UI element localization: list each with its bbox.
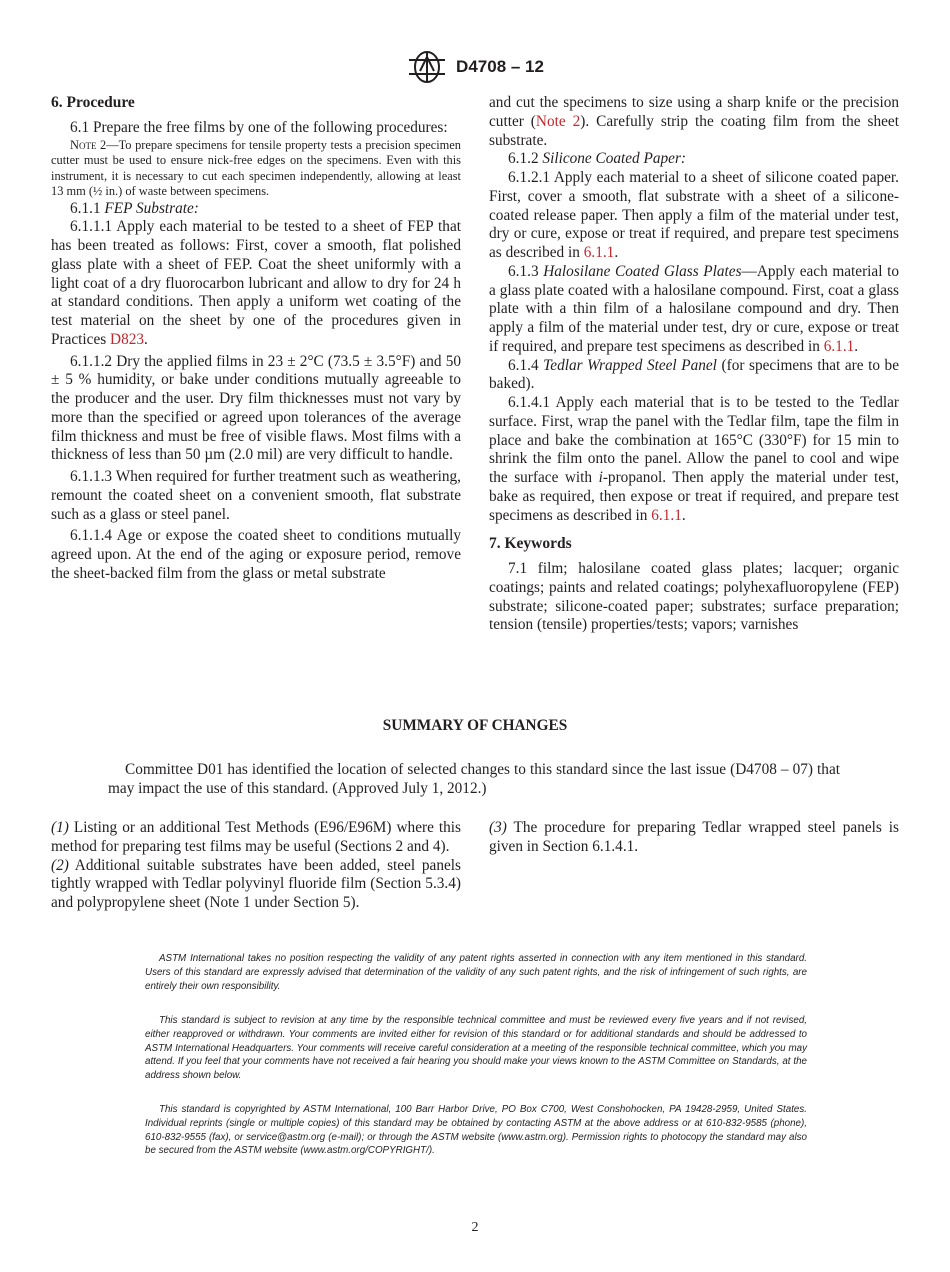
change-item [51, 857, 461, 913]
clause-number: 6.1.1 [70, 199, 101, 217]
paragraph-6-1-1 [51, 200, 461, 219]
italic-prefix: i [598, 469, 603, 486]
clause-number: 6.1.4 [508, 356, 539, 374]
changes-right-column [489, 819, 899, 857]
paragraph-text: —Apply each material to a glass plate coated with a halosilane compound. First, coat a glass plate with a thin film of a halosilane compound and dry. Then apply a film of the material under test, dry or cure, expose or treat if required, and prepare test specimens as described in [489, 262, 899, 355]
paragraph-7-1: 7.1 film; halosilane coated glass plates; lacquer; organic coatings; paints and related coatings; polyhexafluoropylene (FEP) substrate; silicone-coated paper; substrates; surface preparation; tension (tensile) properties/tests; vapors; varnishes [489, 560, 899, 634]
page-number: 2 [471, 1220, 479, 1235]
patent-disclaimer: ASTM International takes no position respecting the validity of any patent rights asserted in connection with any item mentioned in this standard. Users of this standard are expressly advised that determination of the validity of any such patent rights, and the risk of infringement of such rights, are entirely their own responsibility. [145, 953, 807, 992]
paragraph-6-1: 6.1 Prepare the free films by one of the following procedures: [70, 118, 448, 136]
change-text: The procedure for preparing Tedlar wrapped steel panels is given in Section 6.1.4.1. [489, 819, 899, 855]
paragraph-text: 6.1.1.1 Apply each material to be tested to a sheet of FEP that has been treated as follows: First, cover a smooth, flat polished glass plate with a sheet of FEP. Coat the sheet uniformly with a light coat of a dry fluorocarbon lubricant and allow to dry for 24 h at standard conditions. Then apply a uniform wet coating of the test material on the sheet by one of the procedures given in Practices [51, 218, 461, 348]
clause-title: Silicone Coated Paper: [542, 150, 687, 168]
page-header [0, 50, 950, 84]
paragraph-6-1-1-3: 6.1.1.3 When required for further treatment such as weathering, remount the coated sheet on a convenient smooth, flat substrate such as a glass or steel panel. [51, 468, 461, 523]
left-column [51, 94, 461, 584]
paragraph-text: 6.1.2.1 Apply each material to a sheet of silicone coated paper. First, cover a smooth, flat substrate with a sheet of a silicone-coated release paper. Then apply a film of the material under test, dry or cure, expose or treat if required, and prepare test specimens as described in [489, 169, 899, 261]
paragraph-6-1-4 [489, 357, 899, 395]
paragraph-6-1-1-2: 6.1.1.2 Dry the applied films in 23 ± 2°C (73.5 ± 3.5°F) and 50 ± 5 % humidity, or bake under conditions mutually agreeable to the producer and the user. Dry film thicknesses must not vary by more than the specified or agreed upon tolerances of the average film thickness and must be free of visible flaws. Most films with a thickness of less than 50 µm (2.0 mil) are very difficult to handle. [51, 352, 461, 464]
right-column [489, 94, 899, 635]
paragraph-text: 6.1.4.1 Apply each material that is to be tested to the Tedlar surface. First, wrap the panel with the Tedlar film, tape the film in place and bake the combination at 165°C (330°F) for 15 min to shrink the film onto the panel. Allow the panel to cool and wipe the surface with [489, 394, 899, 486]
document-id: D4708 – 12 [456, 57, 544, 76]
clause-title: Halosilane Coated Glass Plates [543, 262, 742, 280]
clause-number: 6.1.2 [508, 150, 539, 168]
paragraph-6-1-2-1 [489, 169, 899, 263]
astm-logo-icon [406, 50, 448, 84]
revision-notice: This standard is subject to revision at any time by the responsible technical committee and must be reviewed every five years and if not revised, either reapproved or withdrawn. Your comments are invited either for revision of this standard or for additional standards and should be addressed to ASTM International Headquarters. Your comments will receive careful consideration at a meeting of the responsible technical committee, which you may attend. If you feel that your comments have not received a fair hearing you should make your views known to the ASTM Committee on Standards, at the address shown below. [145, 1015, 807, 1082]
paragraph-end: . [854, 337, 859, 355]
paragraph-text: -propanol. Then apply the material under test, bake as required, then expose or treat if required, and prepare test specimens as described in [489, 469, 900, 524]
paragraph-6-1-1-1 [51, 218, 461, 349]
paragraph-end: . [144, 330, 148, 348]
paragraph-6-1-3 [489, 263, 899, 357]
copyright-notice: This standard is copyrighted by ASTM International, 100 Barr Harbor Drive, PO Box C700, West Conshohocken, PA 19428-2959, United States. Individual reprints (single or multiple copies) of this standard may be obtained by contacting ASTM at the above address or at 610-832-9585 (phone), 610-832-9555 (fax), or service@astm.org (e-mail); or through the ASTM website (www.astm.org). Permission rights to photocopy the standard may also be secured from the ASTM website (www.astm.org/COPYRIGHT/). [145, 1104, 807, 1157]
paragraph-text: (for specimens that are to be baked). [489, 356, 899, 393]
reference-link-6-1-1[interactable]: 6.1.1 [651, 506, 682, 524]
change-item [489, 819, 899, 857]
change-number: (2) [51, 856, 69, 874]
reference-link-6-1-1[interactable]: 6.1.1 [583, 244, 615, 261]
clause-title: Tedlar Wrapped Steel Panel [543, 356, 717, 374]
note-text: —To prepare specimens for tensile property tests a precision specimen cutter must be used to ensure nick-free edges on the specimens. Even with this instrument, it is necessary to cut each specimen independently, allowing at least 13 mm (½ in.) of waste between specimens. [51, 137, 461, 198]
section-heading-procedure: 6. Procedure [51, 94, 135, 111]
reference-link-d823[interactable]: D823 [110, 330, 145, 348]
paragraph-6-1-4-1 [489, 394, 899, 525]
paragraph-6-1-2 [489, 150, 899, 169]
clause-title: FEP Substrate: [104, 199, 199, 217]
reference-link-6-1-1[interactable]: 6.1.1 [823, 337, 855, 355]
changes-left-column [51, 819, 461, 913]
change-text: Additional suitable substrates have been added, steel panels tightly wrapped with Tedlar polyvinyl fluoride film (Section 5.3.4) and polypropylene sheet (Note 1 under Section 5). [51, 856, 461, 911]
paragraph-continuation [489, 94, 899, 150]
paragraph-end: . [681, 506, 686, 524]
paragraph-text: and cut the specimens to size using a sharp knife or the precision cutter ( [489, 94, 899, 130]
note-2 [51, 138, 461, 200]
paragraph-end: . [614, 244, 619, 261]
paragraph-6-1-1-4: 6.1.1.4 Age or expose the coated sheet to conditions mutually agreed upon. At the end of the aging or exposure period, remove the sheet-backed film from the glass or metal substrate [51, 527, 461, 582]
section-heading-keywords: 7. Keywords [489, 535, 572, 553]
change-number: (3) [489, 819, 507, 836]
summary-intro: Committee D01 has identified the location of selected changes to this standard since the last issue (D4708 – 07) that may impact the use of this standard. (Approved July 1, 2012.) [108, 761, 840, 797]
note-label: Note 2 [70, 137, 107, 152]
change-number: (1) [51, 819, 69, 836]
reference-link-note-2[interactable]: Note 2 [535, 112, 581, 130]
change-text: Listing or an additional Test Methods (E96/E96M) where this method for preparing test films may be useful (Sections 2 and 4). [51, 819, 461, 855]
paragraph-text: ). Carefully strip the coating film from the sheet substrate. [489, 112, 899, 149]
change-item [51, 819, 461, 857]
summary-of-changes-title: SUMMARY OF CHANGES [382, 717, 568, 734]
clause-number: 6.1.3 [508, 262, 539, 280]
